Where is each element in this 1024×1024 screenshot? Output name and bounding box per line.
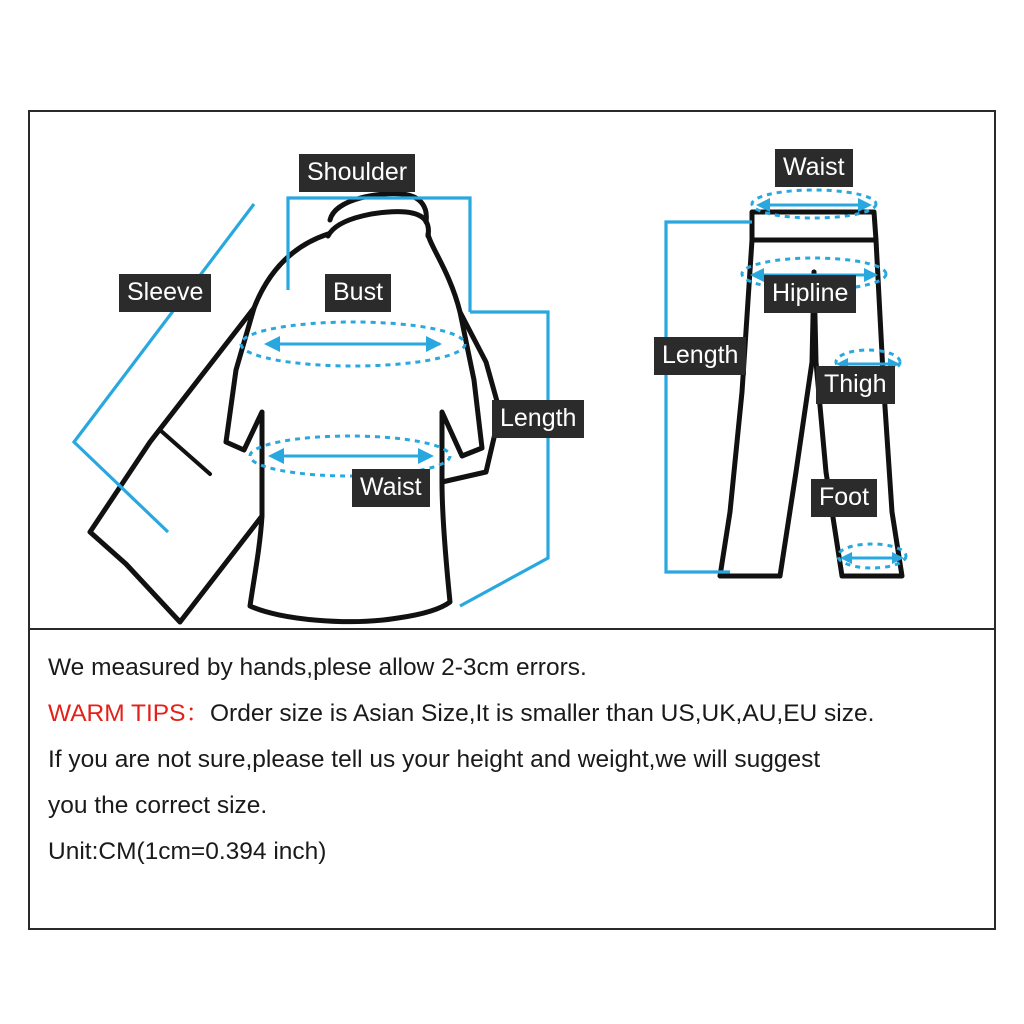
- warm-tips-text: Order size is Asian Size,It is smaller than US,UK,AU,EU size.: [209, 700, 875, 727]
- label-foot: Foot: [811, 479, 877, 517]
- warm-tips-label: WARM TIPS：: [48, 700, 210, 727]
- label-top-waist: Waist: [352, 469, 430, 507]
- label-hipline: Hipline: [764, 275, 856, 313]
- label-bust: Bust: [325, 274, 391, 312]
- diagram-area: [30, 112, 994, 628]
- note-line-2: [48, 691, 988, 737]
- label-pants-length: Length: [654, 337, 746, 375]
- top-garment-outline: [90, 194, 500, 622]
- note-line-5: Unit:CM(1cm=0.394 inch): [48, 838, 327, 865]
- note-line-3: If you are not sure,please tell us your height and weight,we will suggest: [48, 746, 821, 773]
- label-shoulder: Shoulder: [299, 154, 415, 192]
- note-line-1: We measured by hands,plese allow 2-3cm errors.: [48, 654, 587, 681]
- label-sleeve: Sleeve: [119, 274, 211, 312]
- notes-block: [48, 645, 988, 875]
- label-pants-waist: Waist: [775, 149, 853, 187]
- note-line-4: you the correct size.: [48, 792, 268, 819]
- label-top-length: Length: [492, 400, 584, 438]
- chart-divider: [30, 628, 994, 630]
- label-thigh: Thigh: [816, 366, 895, 404]
